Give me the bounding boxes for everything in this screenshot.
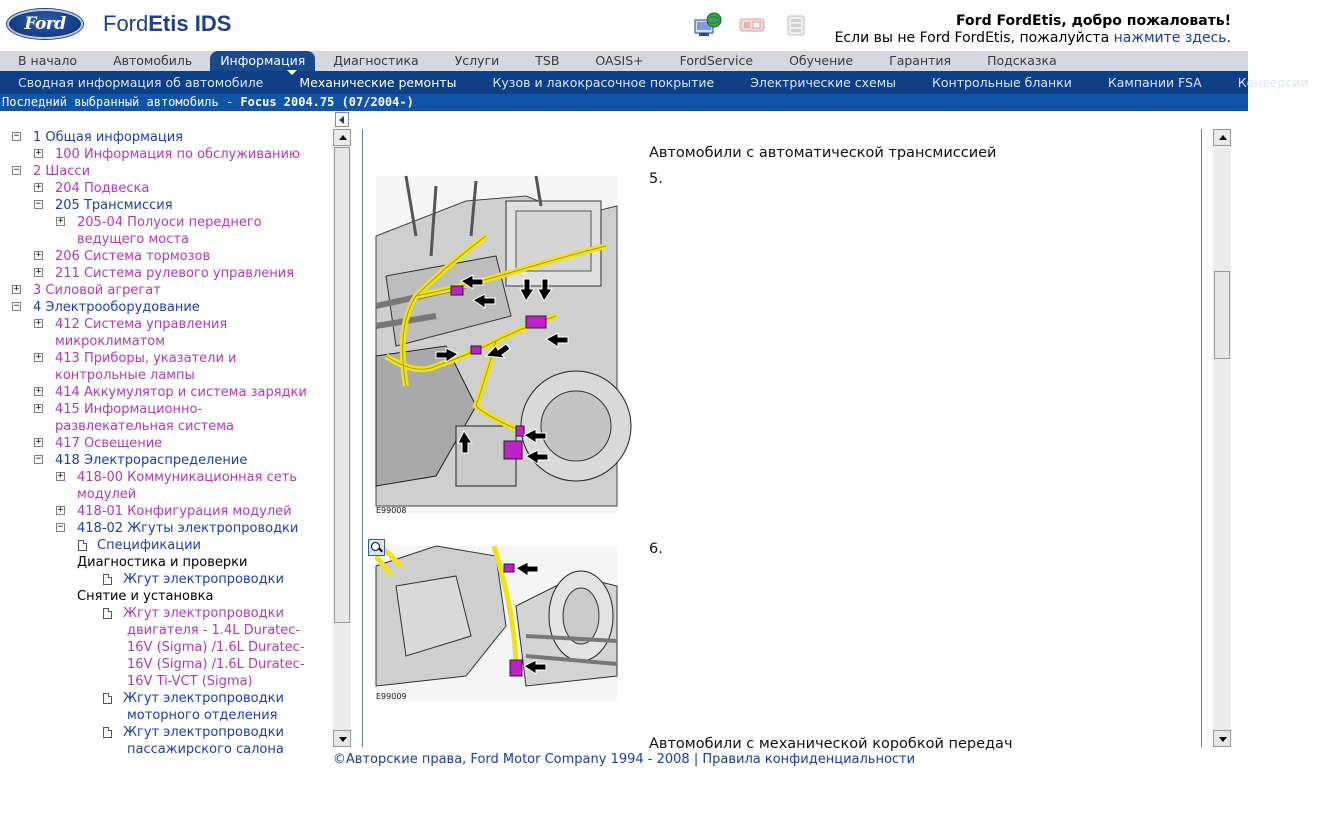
nav-tab-8[interactable]: Обучение (789, 53, 854, 68)
nav-tab-6[interactable]: OASIS+ (595, 53, 644, 68)
privacy-link[interactable]: Правила конфиденциальности (702, 752, 916, 767)
last-vehicle-name[interactable]: Focus 2004.75 (07/2004-) (240, 95, 414, 109)
tree-item-link[interactable]: 205 Трансмиссия (55, 198, 173, 213)
figure-e99008[interactable] (376, 176, 617, 514)
main-nav (0, 51, 1248, 71)
content-scroll-down-button[interactable] (1213, 730, 1231, 747)
figure-label-e99009: E99009 (376, 692, 407, 701)
nav-tab-5[interactable]: TSB (535, 53, 560, 68)
last-vehicle-bar: Последний выбранный автомобиль - Focus 2004.75 (07/2004-) (0, 94, 1248, 111)
computer-globe-icon[interactable] (693, 12, 723, 38)
ford-logo-text: Ford (24, 14, 66, 34)
app-header (0, 0, 1248, 51)
step-5-number: 5. (649, 171, 663, 187)
tree-item-link[interactable]: пассажирского салона (127, 742, 284, 757)
expand-icon[interactable]: + (13, 284, 20, 294)
collapse-icon[interactable]: − (13, 301, 20, 311)
expand-icon[interactable]: + (57, 471, 64, 481)
tree-item-link[interactable]: 205-04 Полуоси переднего (77, 215, 262, 230)
tree-item-link[interactable]: Жгут электропроводки (123, 572, 284, 587)
tree-item-link[interactable]: микроклиматом (55, 334, 166, 349)
not-user-line: Если вы не Ford FordEtis, пожалуйста нажмите здесь. (834, 30, 1231, 46)
active-tab-pointer (287, 70, 297, 75)
document-icon (78, 540, 87, 551)
tree-scroll-up-button[interactable] (333, 129, 351, 146)
tree-scroll-thumb[interactable] (334, 147, 350, 623)
content-pane (362, 129, 1202, 752)
expand-icon[interactable]: + (35, 352, 42, 362)
nav-tab-3[interactable]: Диагностика (333, 53, 419, 68)
content-scroll-up-button[interactable] (1213, 129, 1231, 146)
nav-tab-4[interactable]: Услуги (454, 53, 500, 68)
expand-icon[interactable]: + (35, 267, 42, 277)
heading-automatic: Автомобили с автоматической трансмиссией (649, 145, 997, 161)
copyright-text: ©Авторские права, Ford Motor Company 1994 - 2008 (332, 752, 690, 767)
tree-section-label: Снятие и установка (77, 589, 214, 604)
tree-item-link[interactable]: развлекательная система (55, 419, 234, 434)
nav-tab-1[interactable]: Автомобиль (113, 53, 193, 68)
subnav-tab-6[interactable]: Конверсии (1237, 75, 1309, 90)
subnav-tab-0[interactable]: Сводная информация об автомобиле (18, 75, 264, 90)
tree-item-link[interactable]: 413 Приборы, указатели и (55, 351, 237, 366)
tree-item-link[interactable]: 418-00 Коммуникационная сеть (77, 470, 297, 485)
subnav-tab-2[interactable]: Кузов и лакокрасочное покрытие (492, 75, 715, 90)
expand-icon[interactable]: + (35, 250, 42, 260)
expand-icon[interactable]: + (35, 437, 42, 447)
expand-icon[interactable]: + (35, 148, 42, 158)
tree-item-link[interactable]: двигателя - 1.4L Duratec- (127, 623, 301, 638)
zoom-image-icon[interactable] (368, 539, 385, 556)
document-icon (103, 574, 112, 585)
collapse-icon[interactable]: − (13, 131, 20, 141)
content-scroll-thumb[interactable] (1214, 271, 1230, 359)
tree-item-link[interactable]: 3 Силовой агрегат (33, 283, 161, 298)
document-icon (103, 693, 112, 704)
tree-item-link[interactable]: 16V (Sigma) /1.6L Duratec- (127, 657, 305, 672)
tree-item-link[interactable]: 100 Информация по обслуживанию (55, 147, 300, 162)
vehicle-interface-icon[interactable] (737, 12, 767, 38)
tree-item-link[interactable]: модулей (77, 487, 137, 502)
tree-item-link[interactable]: 2 Шасси (33, 164, 91, 179)
subnav-tab-3[interactable]: Электрические схемы (750, 75, 897, 90)
tree-item-link[interactable]: моторного отделения (127, 708, 278, 723)
tree-item-link[interactable]: контрольные лампы (55, 368, 195, 383)
tree-item-link[interactable]: 4 Электрооборудование (33, 300, 200, 315)
click-here-link[interactable]: нажмите здесь (1113, 30, 1227, 46)
tree-item-link[interactable]: 418-01 Конфигурация модулей (77, 504, 292, 519)
figure-e99009[interactable] (376, 546, 617, 701)
tree-item-link[interactable]: 206 Система тормозов (55, 249, 211, 264)
battery-module-icon[interactable] (781, 12, 811, 38)
nav-tab-2[interactable]: Информация (210, 51, 315, 71)
tree-section-label: Диагностика и проверки (77, 555, 248, 570)
ford-logo[interactable] (7, 9, 83, 39)
heading-manual: Автомобили с механической коробкой передач (649, 736, 1013, 752)
expand-icon[interactable]: + (57, 505, 64, 515)
nav-tab-10[interactable]: Подсказка (987, 53, 1057, 68)
nav-tab-0[interactable]: В начало (18, 53, 78, 68)
tree-item-link[interactable]: Жгут электропроводки (123, 725, 284, 740)
tree-item-link[interactable]: 417 Освещение (55, 436, 163, 451)
collapse-icon[interactable]: − (35, 199, 42, 209)
tree-item-link[interactable]: 415 Информационно- (55, 402, 203, 417)
tree-item-link[interactable]: 204 Подвеска (55, 181, 150, 196)
tree-item-link[interactable]: 412 Система управления (55, 317, 228, 332)
sub-nav (0, 71, 1309, 94)
collapse-panel-button[interactable] (335, 112, 349, 127)
collapse-icon[interactable]: − (35, 454, 42, 464)
tree-scrollbar[interactable] (333, 129, 351, 747)
tree-item-link[interactable]: ведущего моста (77, 232, 189, 247)
subnav-tab-5[interactable]: Кампании FSA (1107, 75, 1202, 90)
brand-title: FordEtis IDS (103, 11, 232, 36)
welcome-line: Ford FordEtis, добро пожаловать! (956, 13, 1231, 29)
navigation-tree (0, 111, 333, 757)
collapse-icon[interactable]: − (57, 522, 64, 532)
expand-icon[interactable]: + (35, 318, 42, 328)
tree-item-link[interactable]: Спецификации (97, 538, 201, 553)
nav-tab-9[interactable]: Гарантия (889, 53, 952, 68)
collapse-icon[interactable]: − (13, 165, 20, 175)
nav-tab-7[interactable]: FordService (679, 53, 754, 68)
expand-icon[interactable]: + (35, 182, 42, 192)
tree-scroll-down-button[interactable] (333, 730, 351, 747)
step-6-number: 6. (649, 541, 663, 557)
tree-item-link[interactable]: 418 Электрораспределение (55, 453, 248, 468)
content-scrollbar[interactable] (1213, 129, 1231, 747)
expand-icon[interactable]: + (35, 403, 42, 413)
tree-item-link[interactable]: Жгут электропроводки (123, 606, 284, 621)
tree-item-link[interactable]: 1 Общая информация (33, 130, 183, 145)
subnav-tab-1[interactable]: Механические ремонты (299, 75, 457, 90)
expand-icon[interactable]: + (57, 216, 64, 226)
welcome-message (835, 13, 1231, 47)
document-icon (103, 727, 112, 738)
document-icon (103, 608, 112, 619)
header-icon-group (693, 12, 811, 38)
tree-item-link[interactable]: Жгут электропроводки (123, 691, 284, 706)
footer: ©Авторские права, Ford Motor Company 1994 - 2008 | Правила конфиденциальности (332, 752, 916, 767)
tree-item-link[interactable]: 211 Система рулевого управления (55, 266, 295, 281)
subnav-tab-4[interactable]: Контрольные бланки (932, 75, 1072, 90)
tree-item-link[interactable]: 418-02 Жгуты электропроводки (77, 521, 299, 536)
tree-item-link[interactable]: 16V (Sigma) /1.6L Duratec- (127, 640, 305, 655)
tree-item-link[interactable]: 414 Аккумулятор и система зарядки (55, 385, 307, 400)
tree-item-link[interactable]: 16V Ti-VCT (Sigma) (127, 674, 253, 689)
expand-icon[interactable]: + (35, 386, 42, 396)
figure-label-e99008: E99008 (376, 506, 407, 515)
